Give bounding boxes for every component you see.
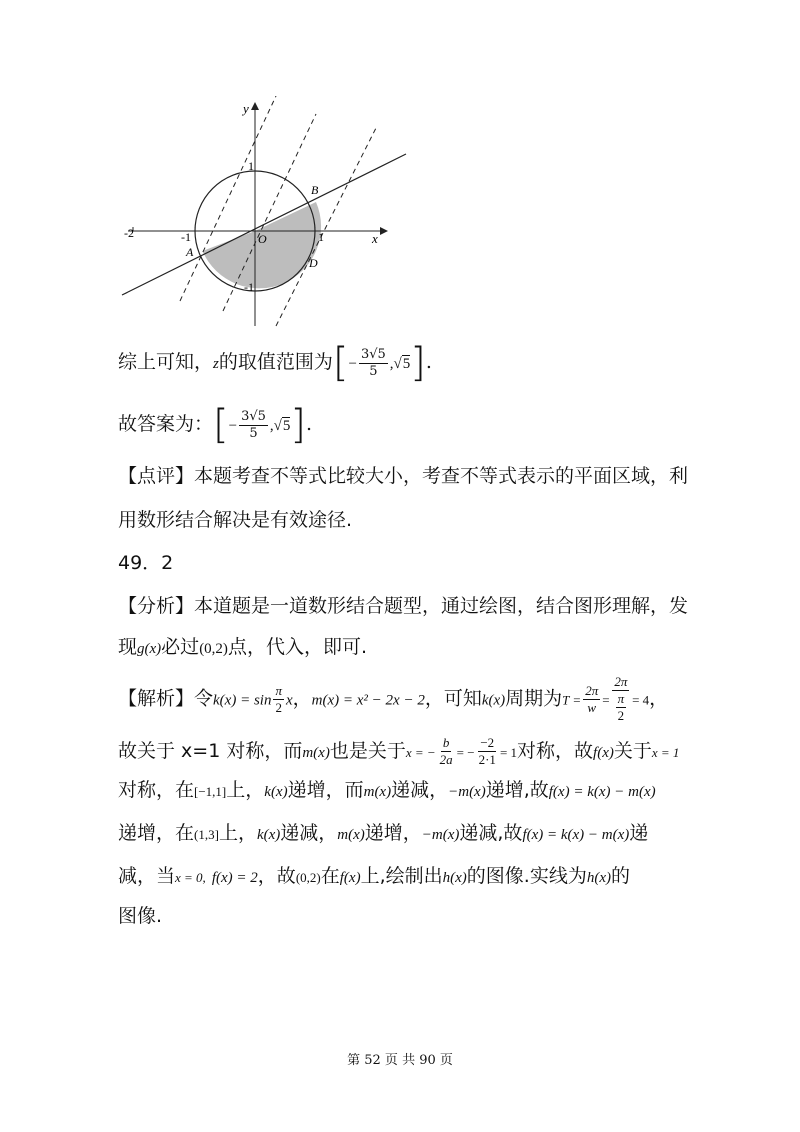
denominator: 2a: [439, 752, 453, 767]
denominator: 5: [249, 425, 258, 441]
solution-line-3: [118, 776, 698, 806]
text: 递增,故: [485, 779, 549, 801]
label-O: O: [258, 232, 267, 246]
text: ，可知: [424, 687, 482, 710]
equals-4: = 4: [632, 692, 650, 708]
math-neg-mx: −m(x): [448, 784, 486, 800]
math-T: T =: [562, 692, 582, 708]
equals-1: = 1: [499, 745, 518, 760]
label-yneg1: -1: [244, 280, 254, 294]
text: 递增，而: [287, 779, 364, 801]
label-B: B: [311, 183, 319, 197]
sqrt-5: 5: [402, 356, 411, 372]
math-interval: [−1,1]: [194, 784, 227, 799]
label-1: 1: [318, 230, 324, 244]
math-x-eq-0: x = 0,: [175, 870, 206, 885]
solution-line-1: [118, 674, 698, 724]
period: .: [306, 413, 313, 435]
math-interval: (1,3]: [194, 827, 219, 842]
numerator: 2π: [614, 674, 628, 689]
denominator: w: [587, 699, 597, 715]
text: 关于: [613, 740, 652, 762]
text: ，: [292, 687, 312, 710]
minus: −: [348, 356, 357, 372]
text: 的取值范围为: [218, 351, 333, 373]
math-x-eq-1: x = 1: [651, 745, 680, 760]
numerator: b: [442, 735, 450, 750]
math-fx: f(x): [339, 870, 361, 886]
text: 对称，在: [118, 779, 195, 801]
denominator: 2·1: [478, 752, 496, 767]
numerator: 3√5: [241, 408, 266, 424]
analysis-line-1: 【分析】本道题是一道数形结合题型，通过绘图，结合图形理解，发: [118, 595, 689, 617]
text: 综上可知，: [118, 351, 214, 373]
math-mx: m(x): [363, 784, 392, 800]
label-D: D: [309, 256, 318, 270]
right-bracket: ]: [290, 402, 307, 448]
math-kx: k(x): [264, 784, 288, 800]
text: 递: [629, 822, 649, 844]
math-fx-def: f(x) = k(x) − m(x): [548, 784, 656, 800]
left-bracket: [: [213, 402, 229, 448]
denominator: 2: [275, 699, 282, 715]
text: 递减,故: [459, 822, 523, 844]
text: 现: [118, 636, 138, 658]
math-fx-def: f(x) = k(x) − m(x): [522, 827, 630, 843]
math-hx: h(x): [586, 870, 611, 886]
text: 对称，故: [517, 740, 594, 762]
math-kx: k(x): [481, 692, 506, 709]
fraction-neg2-over-2: [477, 735, 498, 768]
math-hx: h(x): [442, 870, 467, 886]
numerator: 2π: [585, 682, 599, 698]
fraction-2pi-over-w: [583, 683, 600, 716]
label-neg2: -2: [124, 226, 134, 240]
solution-line-6: 图像.: [118, 905, 163, 927]
math-x: x: [285, 692, 293, 709]
right-bracket: ]: [410, 340, 426, 386]
math-neg-mx: −m(x): [421, 827, 460, 843]
equals: =: [602, 692, 610, 708]
text: 的: [610, 865, 630, 887]
label-neg1: -1: [181, 230, 191, 244]
text: 点，代入，即可.: [227, 636, 367, 658]
numerator: 3√5: [360, 346, 386, 362]
fraction-pi-over-2: [273, 683, 284, 716]
math-gx: g(x): [137, 641, 162, 657]
page-footer: 第 52 页 共 90 页: [347, 1053, 453, 1068]
math-mx: m(x): [302, 745, 330, 761]
comment-line-2: 用数形结合解决是有效途径.: [118, 509, 353, 531]
question-number: 49．2: [118, 552, 174, 574]
solution-line-4: [118, 819, 698, 849]
label-A: A: [186, 245, 194, 259]
math-x-eq: x = −: [405, 745, 436, 760]
math-kx: k(x): [256, 827, 281, 843]
text: 递减，: [280, 822, 338, 844]
text: 也是关于: [329, 740, 406, 762]
left-bracket: [: [332, 340, 349, 386]
comment-line-1: 【点评】本题考查不等式比较大小，考查不等式表示的平面区域，利: [118, 465, 689, 487]
math-point: (0,2): [295, 870, 321, 885]
fraction-b-over-2a: [438, 735, 455, 768]
solution-line-2: [118, 731, 698, 773]
label-y1: 1: [248, 159, 254, 173]
numerator: π: [275, 682, 282, 698]
math-mx: m(x): [337, 827, 365, 843]
fraction-3sqrt5-over-5: [239, 409, 268, 442]
label-y: y: [243, 101, 249, 116]
text: ，故: [257, 865, 296, 887]
math-fx: f(x): [593, 745, 614, 761]
denominator: 5: [369, 363, 378, 379]
minus: −: [228, 418, 238, 434]
equals-minus: = −: [456, 745, 475, 760]
numerator: −2: [480, 735, 495, 750]
math-point: (0,2): [199, 641, 228, 657]
answer-line: 故答案为：[− $\frac{3√5}{5}$ ,√5].: [118, 402, 313, 448]
coordinate-figure: [118, 96, 418, 331]
x-axis-arrow: [380, 227, 388, 235]
label-x: x: [372, 231, 378, 246]
analysis-line-2: [118, 633, 698, 663]
math-kx: k(x) = sin: [213, 692, 272, 709]
conclusion-line: 综上可知，z的取值范围为[− $\frac{3√5}{5}$ ,√5].: [118, 340, 432, 386]
text: 周期为: [505, 687, 563, 710]
text: 【解析】令: [118, 687, 214, 710]
math-f0: f(x) = 2: [211, 870, 258, 886]
text: 递增，在: [118, 822, 195, 844]
numerator: π: [617, 691, 625, 706]
text: 的图像.实线为: [466, 865, 587, 887]
denominator: [612, 691, 631, 724]
denominator: 2: [617, 708, 625, 723]
period: .: [425, 351, 432, 373]
text: 递减，: [391, 779, 449, 801]
text: ，: [649, 687, 669, 710]
text: 减，当: [118, 865, 176, 887]
fraction-2pi-over-pi-half: [612, 674, 631, 724]
text: 上，: [218, 822, 257, 844]
text: 递增，: [364, 822, 422, 844]
text: 上，: [226, 779, 265, 801]
y-axis-arrow: [251, 102, 259, 110]
solution-line-5: [118, 862, 698, 892]
sqrt-5: 5: [282, 418, 291, 434]
math-mx: m(x) = x² − 2x − 2: [311, 692, 425, 709]
var-z: z: [213, 356, 219, 372]
text: 上,绘制出: [360, 865, 443, 887]
text: 必过: [161, 636, 200, 658]
text: 故答案为：: [118, 413, 214, 435]
text: 在: [320, 865, 340, 887]
fraction-3sqrt5-over-5: [359, 347, 388, 380]
text: 故关于 x=1 对称，而: [118, 740, 303, 762]
